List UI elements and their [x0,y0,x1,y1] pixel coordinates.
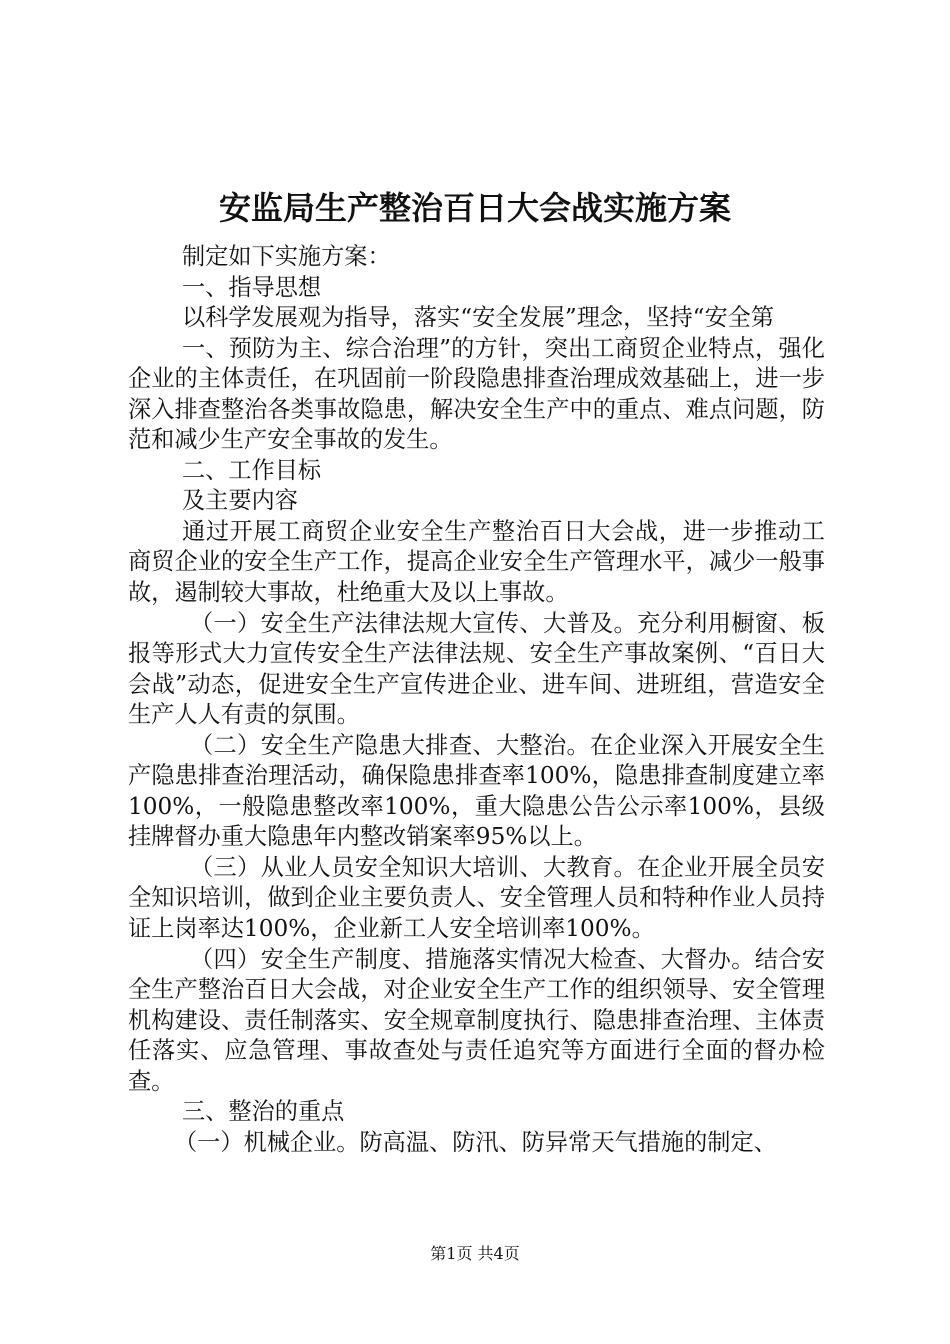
paragraph-item-4: （四）安全生产制度、措施落实情况大检查、大督办。结合安全生产整治百日大会战，对企业安全生产工作的组织领导、安全管理机构建设、责任制落实、安全规章制度执行、隐患排查治理、主体责任落实、应急管理、事故查处与责任追究等方面进行全面的督办检查。 [128,945,825,1095]
heading-main-content: 及主要内容 [182,487,298,515]
document-title: 安监局生产整治百日大会战实施方案 [218,189,731,227]
paragraph-key-point-1: （一）机械企业。防高温、防汛、防异常天气措施的制定、 [174,1128,777,1156]
paragraph-guiding-ideology: 以科学发展观为指导，落实“安全发展”理念，坚持“安全第 [182,304,775,332]
page-footer: 第1页 共4页 [430,1244,520,1263]
heading-guiding-ideology: 一、指导思想 [182,273,322,301]
heading-key-points: 三、整治的重点 [182,1098,345,1126]
paragraph-intro: 制定如下实施方案： [182,243,391,270]
heading-work-goals: 二、工作目标 [182,456,322,484]
paragraph-work-goals: 通过开展工商贸企业安全生产整治百日大会战，进一步推动工商贸企业的安全生产工作，提高企业安全生产管理水平，减少一般事故，遏制较大事故，杜绝重大及以上事故。 [128,517,825,607]
paragraph-item-3: （三）从业人员安全知识大培训、大教育。在企业开展全员安全知识培训，做到企业主要负责人、安全管理人员和特种作业人员持证上岗率达100%，企业新工人安全培训率100%。 [128,853,825,943]
paragraph-item-2: （二）安全生产隐患大排查、大整治。在企业深入开展安全生产隐患排查治理活动，确保隐患排查率100%，隐患排查制度建立率100%，一般隐患整改率100%，重大隐患公告公示率100%，县级挂牌督办重大隐患年内整改销案率95%以上。 [128,731,825,851]
paragraph-item-1: （一）安全生产法律法规大宣传、大普及。充分利用橱窗、板报等形式大力宣传安全生产法律法规、安全生产事故案例、“百日大会战”动态，促进安全生产宣传进企业、进车间、进班组，营造安全生产人人有责的氛围。 [128,609,825,729]
document-body [128,242,825,1158]
paragraph-guiding-ideology-cont: 一、预防为主、综合治理”的方针，突出工商贸企业特点，强化企业的主体责任，在巩固前一阶段隐患排查治理成效基础上，进一步深入排查整治各类事故隐患，解决安全生产中的重点、难点问题，防范和减少生产安全事故的发生。 [128,334,825,454]
